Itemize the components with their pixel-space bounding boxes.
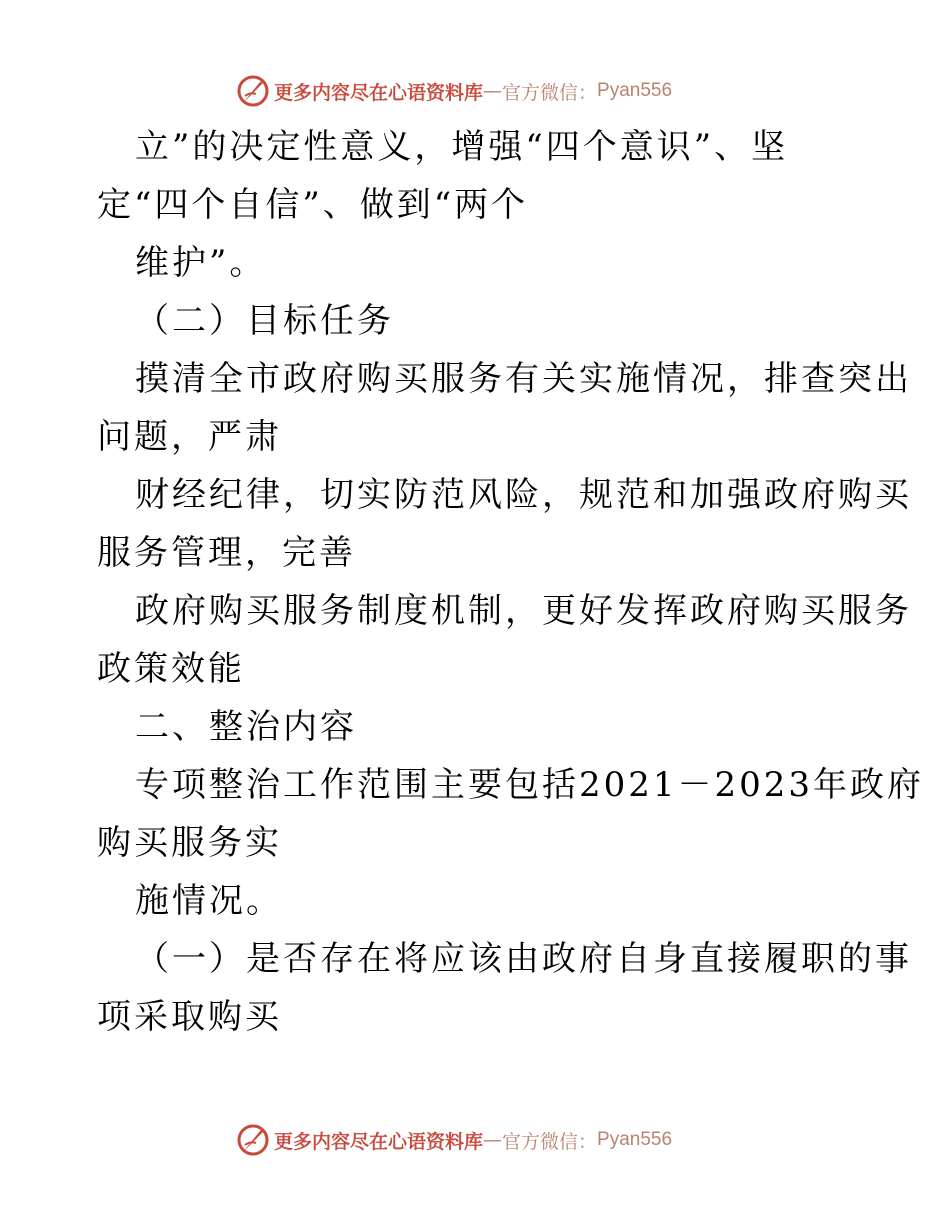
watermark-account: Pyan556 xyxy=(597,80,673,101)
quill-logo-icon xyxy=(236,1123,270,1157)
header-watermark xyxy=(236,74,672,108)
watermark-dash: — xyxy=(483,80,503,102)
text-line: 财经纪律，切实防范风险，规范和加强政府购买 xyxy=(135,475,912,515)
text-line: 服务管理，完善 xyxy=(97,533,356,573)
text-line: 问题，严肃 xyxy=(97,417,282,457)
text-line: 立”的决定性意义，增强“四个意识”、坚 xyxy=(135,127,789,167)
text-line: 政策效能 xyxy=(97,649,245,689)
footer-watermark xyxy=(236,1123,672,1157)
document-body xyxy=(97,118,925,1046)
text-line: 政府购买服务制度机制，更好发挥政府购买服务 xyxy=(135,591,912,631)
watermark-brand: 更多内容尽在心语资料库 xyxy=(274,81,484,104)
text-line: 购买服务实 xyxy=(97,823,282,863)
watermark-account: Pyan556 xyxy=(597,1129,673,1150)
text-line: 施情况。 xyxy=(135,881,283,921)
quill-logo-icon xyxy=(236,74,270,108)
watermark-official-label: 官方微信： xyxy=(502,81,598,104)
text-line: 专项整治工作范围主要包括2021－2023年政府 xyxy=(135,765,925,805)
watermark-brand: 更多内容尽在心语资料库 xyxy=(274,1130,484,1153)
text-line: 定“四个自信”、做到“两个 xyxy=(97,185,529,225)
text-line: 摸清全市政府购买服务有关实施情况，排查突出 xyxy=(135,359,912,399)
section-heading: （二）目标任务 xyxy=(135,301,394,341)
section-heading: 二、整治内容 xyxy=(135,707,357,747)
watermark-dash: — xyxy=(483,1129,503,1151)
text-line: 维护”。 xyxy=(135,243,267,283)
text-line: （一）是否存在将应该由政府自身直接履职的事 xyxy=(135,939,912,979)
watermark-official-label: 官方微信： xyxy=(502,1130,598,1153)
text-line: 项采取购买 xyxy=(97,997,282,1037)
